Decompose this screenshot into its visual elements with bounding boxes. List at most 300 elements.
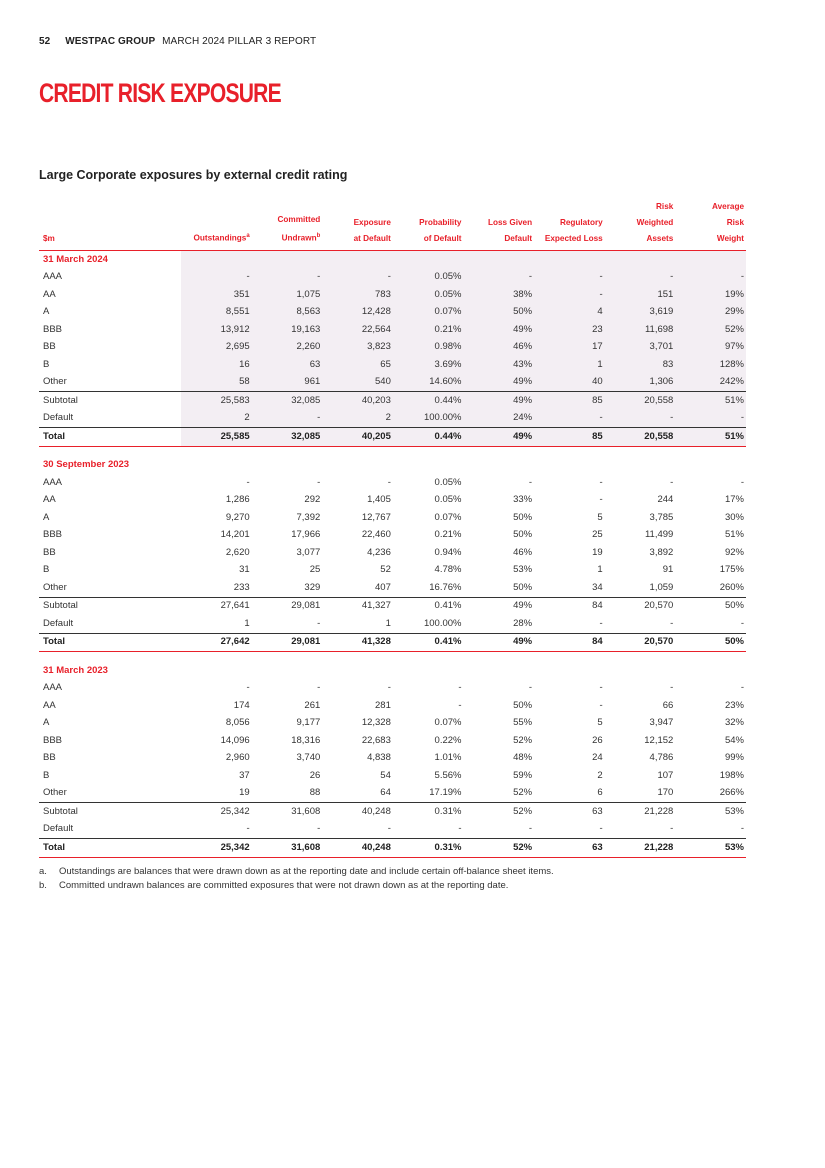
empty-cell	[605, 662, 676, 680]
table-cell: 29,081	[252, 633, 323, 652]
table-cell: 0.41%	[393, 633, 464, 652]
default-row	[39, 615, 746, 633]
table-cell: 63	[534, 803, 605, 821]
table-cell: 52%	[513, 787, 533, 799]
row-label: BBB	[43, 734, 63, 746]
table-cell: 53%	[513, 564, 533, 576]
table-cell: 4,786	[649, 752, 674, 764]
table-cell: 21,228	[605, 839, 676, 858]
footnotes	[39, 865, 554, 892]
table-cell: 783	[322, 286, 393, 304]
empty-cell	[181, 251, 252, 269]
table-cell: 3,892	[649, 546, 674, 558]
table-cell: 0.05%	[393, 286, 464, 304]
table-cell: 351	[181, 286, 252, 304]
empty-cell	[675, 457, 746, 475]
table-cell: 22,460	[361, 529, 391, 541]
table-cell: 63	[534, 839, 605, 858]
table-cell: 34	[592, 581, 603, 593]
empty-cell	[252, 251, 323, 269]
table-cell: 22,683	[361, 734, 391, 746]
row-label: BBB	[43, 529, 63, 541]
table-cell: 50%	[513, 581, 533, 593]
table-cell: 18,316	[291, 734, 321, 746]
table-cell: 19%	[675, 286, 746, 304]
table-cell: -	[458, 699, 462, 711]
table-cell: 3.69%	[393, 356, 464, 374]
table-cell: 84	[534, 633, 605, 652]
table-cell: 175%	[719, 564, 744, 576]
table-cell: 0.21%	[434, 529, 462, 541]
table-cell: 31,608	[252, 803, 323, 821]
empty-cell	[393, 251, 464, 269]
table-cell: 40,205	[322, 428, 393, 447]
table-cell: 46%	[463, 339, 534, 357]
spacer-cell	[39, 652, 746, 663]
table-row	[39, 680, 746, 698]
row-label: BB	[43, 752, 56, 764]
table-cell: 92%	[724, 546, 744, 558]
empty-cell	[322, 662, 393, 680]
table-cell: 41,327	[322, 597, 393, 615]
table-cell: 84	[534, 597, 605, 615]
table-cell: 20,558	[605, 428, 676, 447]
table-cell: -	[670, 682, 674, 694]
table-cell: -	[387, 682, 391, 694]
table-cell: 0.05%	[434, 476, 462, 488]
table-cell: 4	[534, 304, 605, 322]
table-cell: 14,096	[220, 734, 250, 746]
section-spacer	[39, 652, 746, 663]
table-cell: 50%	[675, 597, 746, 615]
table-cell: 51%	[675, 392, 746, 410]
table-cell: -	[317, 682, 321, 694]
table-cell: 50%	[463, 304, 534, 322]
row-label: Default	[43, 823, 74, 835]
table-cell: 49%	[463, 321, 534, 339]
table-row	[39, 732, 746, 750]
table-cell: -	[670, 617, 674, 629]
table-row	[39, 339, 746, 357]
header-lgd: Loss Given Default	[463, 199, 534, 251]
table-cell: 260%	[719, 581, 744, 593]
row-label: BB	[43, 341, 56, 353]
table-cell: 1,306	[605, 374, 676, 392]
table-cell: 3,701	[605, 339, 676, 357]
table-cell: -	[740, 617, 744, 629]
table-cell: 3,947	[649, 717, 674, 729]
table-cell: 1,286	[225, 494, 250, 506]
table-cell: -	[599, 682, 603, 694]
table-row	[39, 527, 746, 545]
table-cell: 0.31%	[393, 839, 464, 858]
table-cell: 100.00%	[393, 410, 464, 428]
table-cell: 12,328	[361, 717, 391, 729]
table-row	[39, 474, 746, 492]
table-cell: 37	[239, 769, 250, 781]
table-cell: 1	[385, 617, 391, 629]
table-cell: 59%	[513, 769, 533, 781]
table-cell: -	[458, 823, 462, 835]
empty-cell	[252, 457, 323, 475]
table-cell: 29%	[675, 304, 746, 322]
row-label: Subtotal	[39, 392, 181, 410]
table-cell: 25,342	[181, 839, 252, 858]
table-cell: -	[599, 823, 603, 835]
header-outstandings: Outstandings$^a$	[181, 199, 252, 251]
table-cell: -	[387, 476, 391, 488]
table-header-row	[39, 199, 746, 251]
table-cell: 25,583	[181, 392, 252, 410]
table-cell: -	[534, 410, 605, 428]
table-cell: 12,428	[322, 304, 393, 322]
exposure-table	[39, 199, 746, 858]
table-cell: -	[740, 682, 744, 694]
table-cell: -	[599, 476, 603, 488]
empty-cell	[463, 457, 534, 475]
table-row	[39, 562, 746, 580]
row-label: Subtotal	[39, 597, 181, 615]
table-cell: -	[599, 617, 603, 629]
row-label: B	[43, 769, 50, 781]
table-cell: -	[317, 476, 321, 488]
table-cell: -	[599, 494, 603, 506]
table-row	[39, 356, 746, 374]
table-cell: 2	[597, 769, 603, 781]
table-cell: 52%	[675, 321, 746, 339]
row-label: Subtotal	[39, 803, 181, 821]
table-cell: 91	[662, 564, 674, 576]
footnote-b: b. Committed undrawn balances are committed exposures that were not drawn down as at the reporting date.	[39, 879, 509, 891]
table-row	[39, 509, 746, 527]
empty-cell	[534, 457, 605, 475]
table-row	[39, 715, 746, 733]
table-cell: 2	[322, 410, 393, 428]
header-rwa: Risk Weighted Assets	[605, 199, 676, 251]
table-cell: 266%	[719, 787, 744, 799]
table-cell: 14,201	[220, 529, 250, 541]
table-cell: 5.56%	[434, 769, 462, 781]
table-cell: 49%	[463, 633, 534, 652]
table-cell: -	[605, 269, 676, 287]
row-label: Default	[43, 412, 74, 424]
section-title: 31 March 2023	[43, 664, 108, 676]
table-cell: 52	[380, 564, 391, 576]
table-cell: 50%	[675, 633, 746, 652]
table-cell: 961	[252, 374, 323, 392]
table-cell: 1,075	[252, 286, 323, 304]
page-number: 52	[39, 36, 51, 47]
table-cell: -	[317, 823, 321, 835]
table-cell: 52%	[463, 839, 534, 858]
subtotal-row	[39, 803, 746, 821]
table-cell: 23%	[724, 699, 744, 711]
table-cell: 40	[534, 374, 605, 392]
section-header-row	[39, 457, 746, 475]
table-cell: 40,203	[322, 392, 393, 410]
empty-cell	[675, 662, 746, 680]
table-cell: 99%	[724, 752, 744, 764]
table-cell: 17%	[724, 494, 744, 506]
table-cell: 54%	[724, 734, 744, 746]
table-cell: -	[528, 823, 533, 835]
row-label: AA	[43, 288, 56, 300]
table-cell: 52%	[513, 734, 533, 746]
table-cell: 25	[309, 564, 321, 576]
table-cell: -	[534, 286, 605, 304]
table-cell: 58	[181, 374, 252, 392]
table-cell: 40,248	[322, 839, 393, 858]
row-label: Other	[43, 581, 67, 593]
table-cell: 8,551	[181, 304, 252, 322]
table-cell: 2,620	[225, 546, 250, 558]
table-cell: -	[675, 269, 746, 287]
table-cell: 7,392	[296, 511, 321, 523]
empty-cell	[322, 251, 393, 269]
table-cell: -	[458, 682, 462, 694]
table-cell: 261	[304, 699, 321, 711]
table-cell: 30%	[724, 511, 744, 523]
table-cell: 0.41%	[393, 597, 464, 615]
table-cell: 6	[597, 787, 603, 799]
table-cell: 151	[605, 286, 676, 304]
table-cell: 52%	[463, 803, 534, 821]
table-cell: 12,152	[644, 734, 674, 746]
table-cell: 38%	[463, 286, 534, 304]
subtotal-row	[39, 392, 746, 410]
table-cell: 19	[239, 787, 250, 799]
row-label: B	[43, 564, 50, 576]
table-cell: 17,966	[291, 529, 321, 541]
table-cell: 1.01%	[434, 752, 462, 764]
table-cell: -	[599, 699, 603, 711]
table-cell: 31	[239, 564, 250, 576]
header-pd: Probability of Default	[393, 199, 464, 251]
empty-cell	[534, 251, 605, 269]
table-cell: -	[317, 617, 321, 629]
table-cell: 24%	[463, 410, 534, 428]
row-label: AAA	[43, 271, 63, 283]
empty-cell	[463, 662, 534, 680]
empty-cell	[605, 251, 676, 269]
table-cell: 20,570	[605, 633, 676, 652]
table-row	[39, 544, 746, 562]
table-cell: 32%	[724, 717, 744, 729]
table-cell: 28%	[513, 617, 533, 629]
table-cell: 50%	[513, 699, 533, 711]
row-label: A	[43, 511, 50, 523]
table-row	[39, 785, 746, 803]
table-cell: 27,641	[181, 597, 252, 615]
row-label: AAA	[43, 682, 63, 694]
table-cell: 46%	[513, 546, 533, 558]
table-cell: 25	[592, 529, 603, 541]
table-cell: 329	[304, 581, 321, 593]
table-cell: -	[534, 269, 605, 287]
table-cell: -	[246, 682, 250, 694]
table-cell: 21,228	[605, 803, 676, 821]
table-row	[39, 269, 746, 287]
table-cell: 32,085	[252, 392, 323, 410]
row-label: Other	[43, 787, 67, 799]
table-cell: 4.78%	[434, 564, 462, 576]
header-reg-el: Regulatory Expected Loss	[534, 199, 605, 251]
default-row	[39, 410, 746, 428]
table-cell: 97%	[675, 339, 746, 357]
table-cell: 16.76%	[429, 581, 462, 593]
table-cell: 23	[534, 321, 605, 339]
footnote-a: a. Outstandings are balances that were drawn down as at the reporting date and include certain off-balance sheet items.	[39, 866, 554, 877]
table-cell: 14.60%	[393, 374, 464, 392]
table-cell: 3,077	[296, 546, 321, 558]
section-title: 31 March 2024	[43, 253, 108, 265]
table-cell: -	[181, 269, 252, 287]
table-cell: 26	[592, 734, 603, 746]
table-cell: 0.21%	[393, 321, 464, 339]
table-cell: 49%	[463, 597, 534, 615]
table-row	[39, 304, 746, 322]
table-cell: 26	[309, 769, 321, 781]
total-row	[39, 633, 746, 652]
table-row	[39, 750, 746, 768]
row-label: B	[43, 358, 50, 370]
table-cell: 85	[534, 428, 605, 447]
section-title: 30 September 2023	[43, 459, 130, 471]
table-cell: 1,405	[367, 494, 391, 506]
table-cell: 63	[252, 356, 323, 374]
row-label: Total	[39, 633, 181, 652]
row-label: Total	[39, 428, 181, 447]
table-cell: 20,558	[605, 392, 676, 410]
table-cell: 244	[657, 494, 674, 506]
table-cell: 4,838	[367, 752, 391, 764]
table-cell: 53%	[675, 839, 746, 858]
table-cell: 242%	[675, 374, 746, 392]
table-cell: 1	[597, 564, 603, 576]
row-label: A	[43, 717, 50, 729]
table-cell: 33%	[513, 494, 533, 506]
table-cell: 8,563	[252, 304, 323, 322]
table-cell: 83	[605, 356, 676, 374]
table-cell: 16	[181, 356, 252, 374]
table-cell: 85	[534, 392, 605, 410]
table-row	[39, 579, 746, 597]
table-cell: 4,236	[367, 546, 391, 558]
table-cell: 174	[233, 699, 250, 711]
table-cell: 53%	[675, 803, 746, 821]
empty-cell	[605, 457, 676, 475]
table-cell: 51%	[675, 428, 746, 447]
table-cell: 11,499	[644, 529, 674, 541]
table-cell: 48%	[513, 752, 533, 764]
table-cell: -	[463, 269, 534, 287]
table-row	[39, 286, 746, 304]
table-cell: 65	[322, 356, 393, 374]
row-label: Total	[39, 839, 181, 858]
row-label: Default	[43, 617, 74, 629]
table-cell: -	[252, 269, 323, 287]
table-cell: 281	[375, 699, 391, 711]
table-cell: 17.19%	[429, 787, 462, 799]
table-cell: 100.00%	[423, 617, 462, 629]
empty-cell	[181, 457, 252, 475]
header-units: $m	[39, 199, 181, 251]
table-cell: 0.44%	[393, 428, 464, 447]
table-cell: 198%	[719, 769, 744, 781]
total-row	[39, 839, 746, 858]
table-cell: 32,085	[252, 428, 323, 447]
table-cell: 19,163	[252, 321, 323, 339]
table-cell: 5	[597, 717, 603, 729]
table-cell: 1,059	[649, 581, 674, 593]
table-cell: -	[670, 823, 674, 835]
table-cell: 0.22%	[434, 734, 462, 746]
header-committed-undrawn: Committed Undrawn$^b$	[252, 199, 323, 251]
empty-cell	[675, 251, 746, 269]
table-cell: 25,585	[181, 428, 252, 447]
table-cell: 24	[592, 752, 603, 764]
table-cell: 49%	[463, 428, 534, 447]
table-cell: 2,695	[181, 339, 252, 357]
table-cell: 17	[534, 339, 605, 357]
table-cell: 49%	[463, 374, 534, 392]
table-cell: 0.05%	[393, 269, 464, 287]
row-label: Other	[43, 376, 67, 388]
table-cell: 20,570	[605, 597, 676, 615]
report-name: MARCH 2024 PILLAR 3 REPORT	[162, 36, 317, 47]
table-cell: 29,081	[252, 597, 323, 615]
table-cell: 1	[244, 617, 250, 629]
table-cell: 51%	[724, 529, 744, 541]
table-cell: 128%	[675, 356, 746, 374]
table-cell: 64	[380, 787, 391, 799]
table-cell: 170	[657, 787, 674, 799]
table-cell: 31,608	[252, 839, 323, 858]
section-header-row	[39, 662, 746, 680]
header-avg-rw: Average Risk Weight	[675, 199, 746, 251]
section-spacer	[39, 446, 746, 457]
table-cell: 88	[309, 787, 321, 799]
table-cell: -	[322, 269, 393, 287]
spacer-cell	[39, 446, 746, 457]
empty-cell	[393, 662, 464, 680]
table-cell: -	[252, 410, 323, 428]
row-label: BB	[43, 546, 56, 558]
table-cell: 2,260	[252, 339, 323, 357]
table-cell: 25,342	[181, 803, 252, 821]
row-label: A	[43, 306, 50, 318]
empty-cell	[534, 662, 605, 680]
table-cell: 43%	[463, 356, 534, 374]
empty-cell	[322, 457, 393, 475]
table-cell: 50%	[513, 511, 533, 523]
table-cell: -	[740, 823, 744, 835]
table-cell: 233	[233, 581, 250, 593]
table-cell: -	[528, 476, 533, 488]
table-cell: 1	[534, 356, 605, 374]
default-row	[39, 821, 746, 839]
table-cell: 107	[657, 769, 674, 781]
table-cell: 2,960	[225, 752, 250, 764]
table-cell: 40,248	[322, 803, 393, 821]
row-label: AAA	[43, 476, 63, 488]
table-cell: 0.98%	[393, 339, 464, 357]
table-cell: 3,619	[605, 304, 676, 322]
empty-cell	[252, 662, 323, 680]
table-body	[39, 251, 746, 858]
table-cell: 0.31%	[393, 803, 464, 821]
empty-cell	[463, 251, 534, 269]
